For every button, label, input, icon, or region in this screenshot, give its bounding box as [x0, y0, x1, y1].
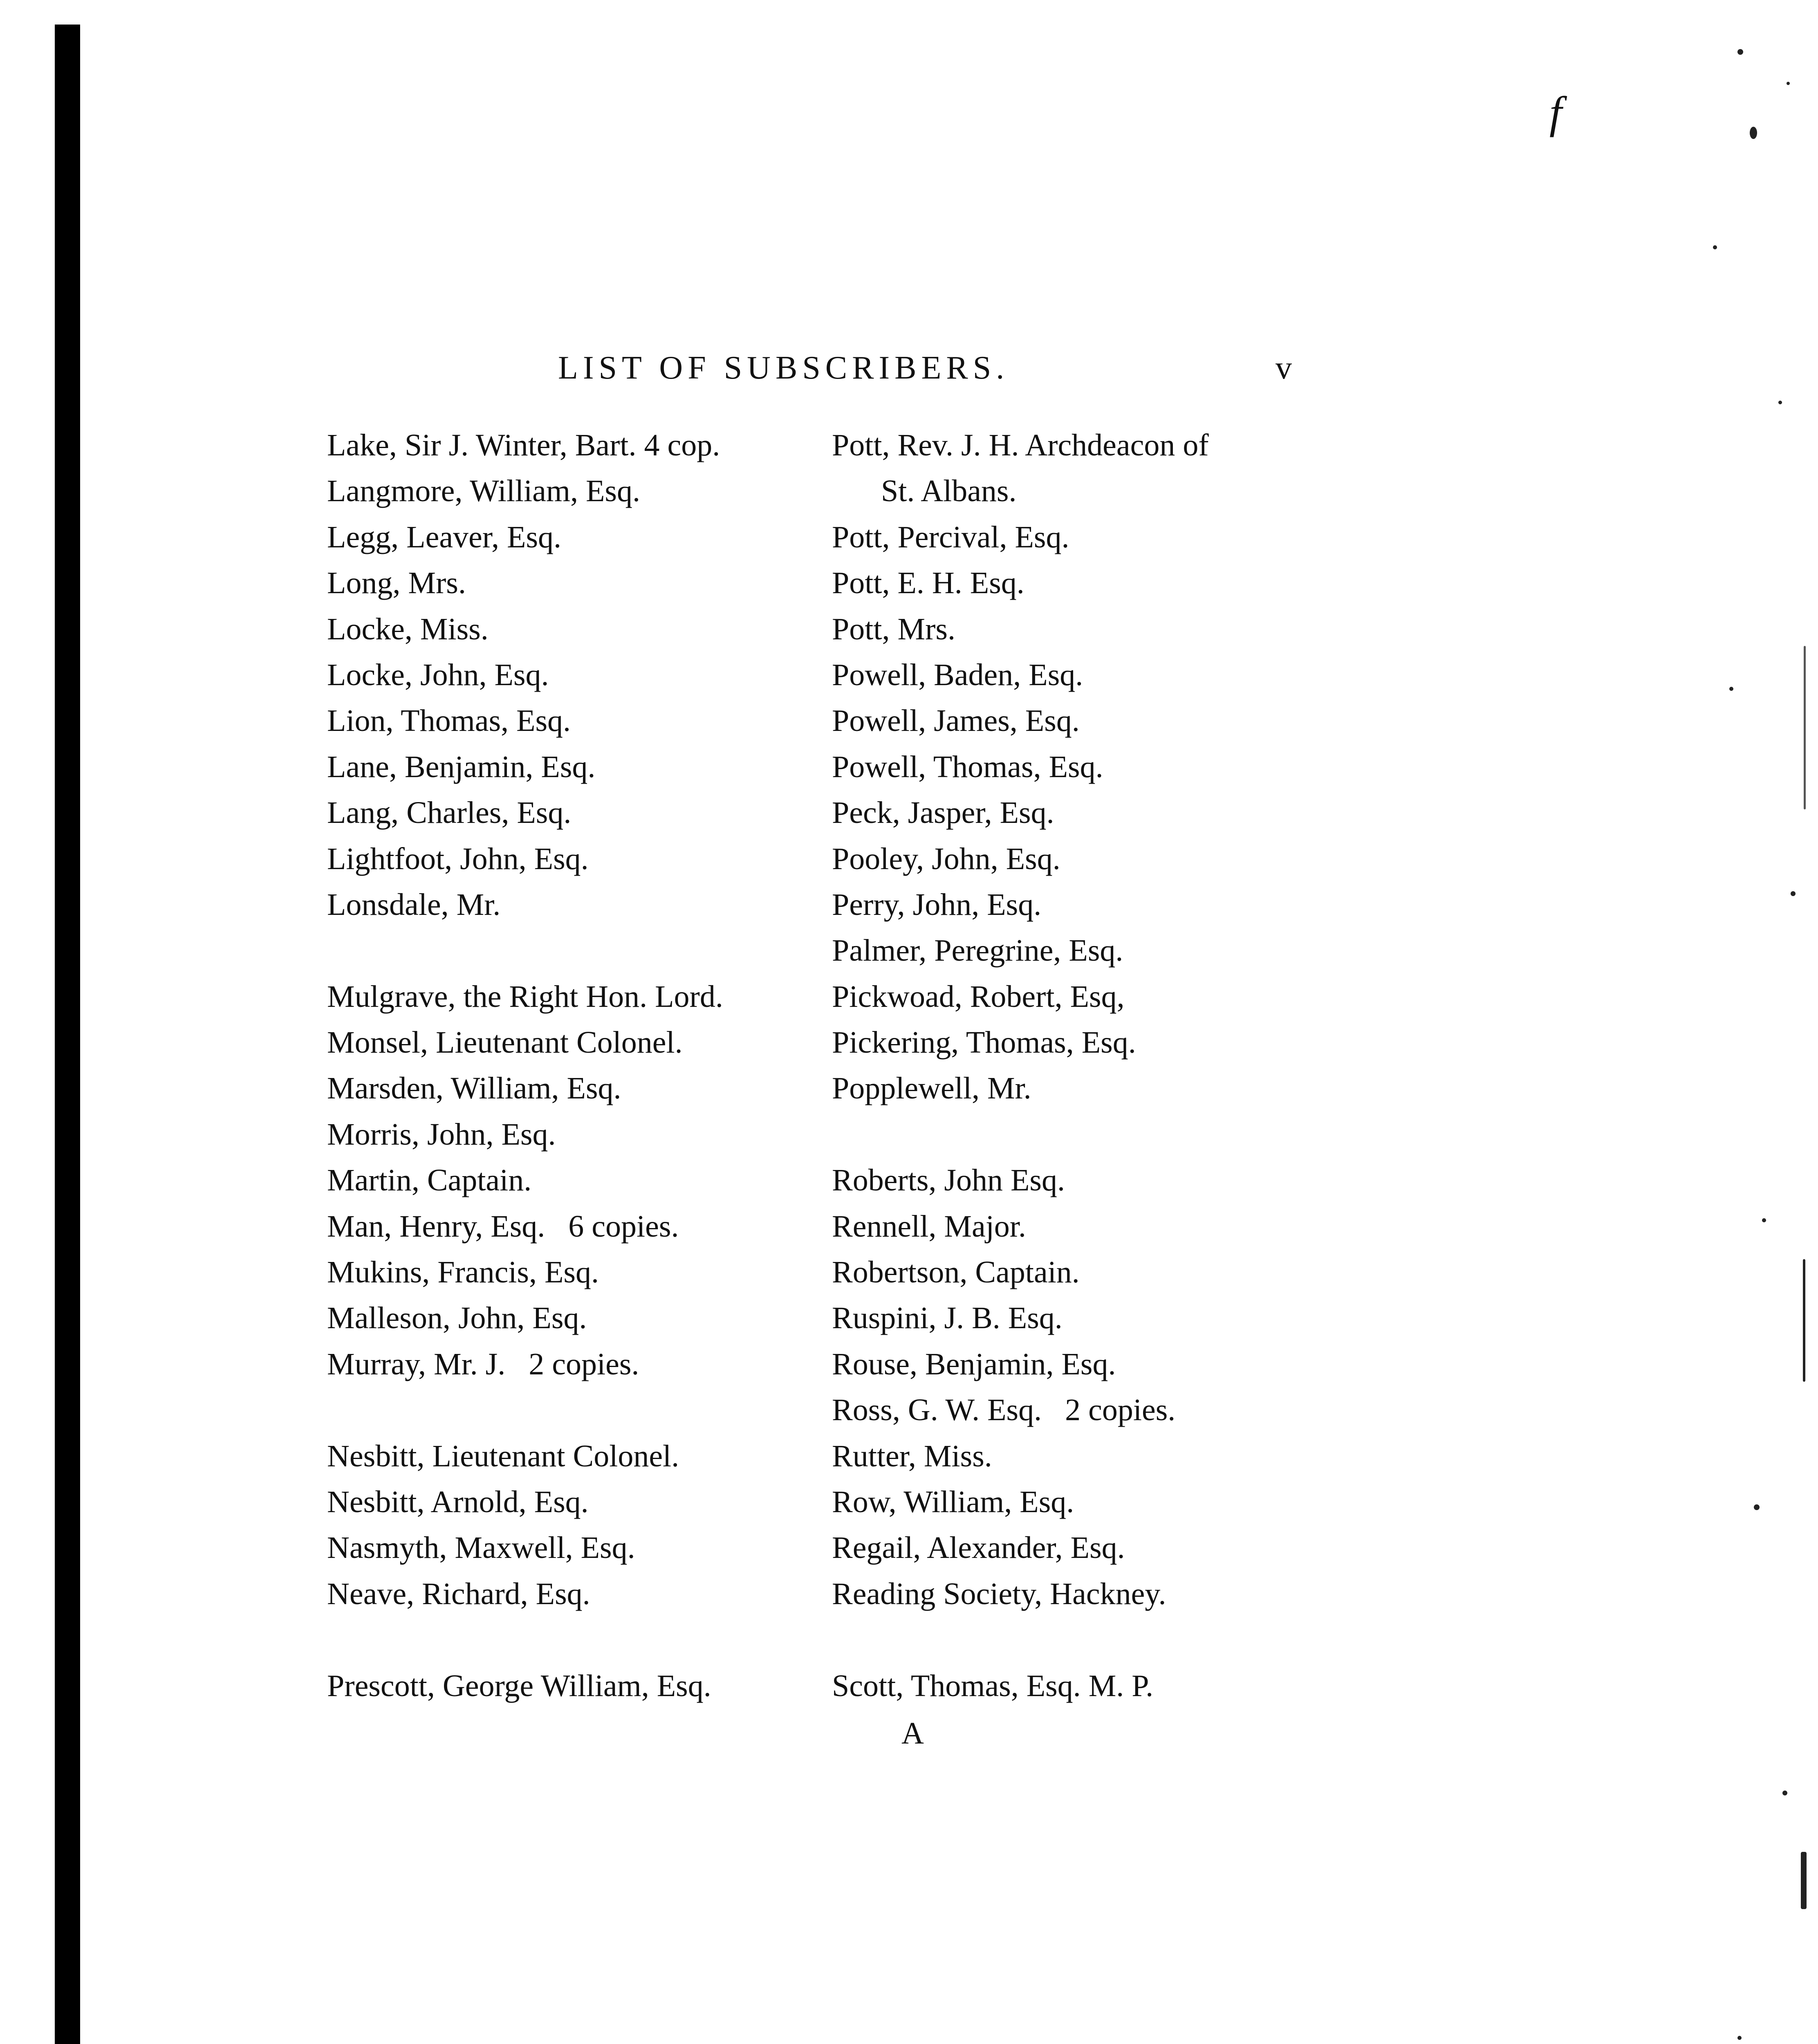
list-spacer [832, 1617, 1343, 1663]
list-item: Locke, John, Esq. [327, 657, 549, 692]
list-item: Man, Henry, Esq. 6 copies. [327, 1209, 679, 1244]
list-item: Popplewell, Mr. [832, 1071, 1031, 1106]
page-number: v [1276, 350, 1292, 386]
list-spacer [327, 1617, 818, 1663]
list-item: Ruspini, J. B. Esq. [832, 1301, 1063, 1336]
list-item: Scott, Thomas, Esq. M. P. [832, 1668, 1154, 1703]
list-item: Martin, Captain. [327, 1163, 532, 1198]
list-item: Mukins, Francis, Esq. [327, 1255, 599, 1290]
list-item: Peck, Jasper, Esq. [832, 796, 1054, 830]
list-item: Reading Society, Hackney. [832, 1576, 1166, 1611]
list-item: Neave, Richard, Esq. [327, 1576, 590, 1611]
list-item: Rennell, Major. [832, 1209, 1026, 1244]
list-item: Marsden, William, Esq. [327, 1071, 621, 1106]
list-item: Murray, Mr. J. 2 copies. [327, 1347, 639, 1381]
subscriber-list-right [832, 422, 1343, 1709]
list-item: Rouse, Benjamin, Esq. [832, 1347, 1116, 1381]
list-item: Lightfoot, John, Esq. [327, 841, 589, 876]
list-item: Mulgrave, the Right Hon. Lord. [327, 979, 723, 1014]
list-spacer [832, 1112, 1343, 1157]
list-item: Lonsdale, Mr. [327, 887, 501, 922]
list-item: Lake, Sir J. Winter, Bart. 4 cop. [327, 428, 720, 462]
page-title: LIST OF SUBSCRIBERS. [558, 350, 1009, 386]
list-spacer [327, 1387, 818, 1433]
list-item: Powell, Thomas, Esq. [832, 749, 1103, 784]
list-item: Monsel, Lieutenant Colonel. [327, 1025, 683, 1060]
page-header [0, 345, 1818, 394]
list-item: Malleson, John, Esq. [327, 1301, 587, 1336]
list-item: Roberts, John Esq. [832, 1163, 1065, 1198]
list-item: Lion, Thomas, Esq. [327, 704, 571, 738]
list-item: Powell, Baden, Esq. [832, 657, 1083, 692]
subscriber-list-left [327, 422, 818, 1709]
list-item: Nasmyth, Maxwell, Esq. [327, 1531, 635, 1565]
page-edge-specks [1688, 33, 1811, 2044]
list-item: Pott, Rev. J. H. Archdeacon of [832, 428, 1209, 462]
list-item: Row, William, Esq. [832, 1484, 1074, 1519]
list-item: Powell, James, Esq. [832, 704, 1080, 738]
list-item: Regail, Alexander, Esq. [832, 1531, 1125, 1565]
list-item: Pott, Percival, Esq. [832, 520, 1069, 554]
list-item: Locke, Miss. [327, 612, 489, 646]
list-item: Palmer, Peregrine, Esq. [832, 933, 1123, 968]
list-item: Rutter, Miss. [832, 1439, 992, 1473]
list-item: Perry, John, Esq. [832, 887, 1042, 922]
list-item: Pickwoad, Robert, Esq, [832, 979, 1125, 1014]
list-item: Legg, Leaver, Esq. [327, 520, 562, 554]
list-item: Robertson, Captain. [832, 1255, 1080, 1290]
list-item: Nesbitt, Arnold, Esq. [327, 1484, 589, 1519]
list-item: Pott, E. H. Esq. [832, 566, 1024, 601]
list-item: Ross, G. W. Esq. 2 copies. [832, 1393, 1176, 1428]
list-item: Long, Mrs. [327, 566, 466, 601]
list-item: Lang, Charles, Esq. [327, 796, 572, 830]
list-spacer [327, 928, 818, 973]
list-item: Pickering, Thomas, Esq. [832, 1025, 1136, 1060]
list-item: Langmore, William, Esq. [327, 474, 640, 509]
list-item: Prescott, George William, Esq. [327, 1668, 711, 1703]
list-item: Nesbitt, Lieutenant Colonel. [327, 1439, 679, 1473]
binding-edge [55, 25, 80, 2044]
list-item: Pooley, John, Esq. [832, 841, 1060, 876]
list-item: St. Albans. [881, 474, 1017, 509]
corner-mark: f [1549, 87, 1562, 137]
signature-mark: A [901, 1716, 924, 1750]
list-item: Morris, John, Esq. [327, 1117, 556, 1152]
list-item: Pott, Mrs. [832, 612, 955, 646]
list-item: Lane, Benjamin, Esq. [327, 749, 596, 784]
